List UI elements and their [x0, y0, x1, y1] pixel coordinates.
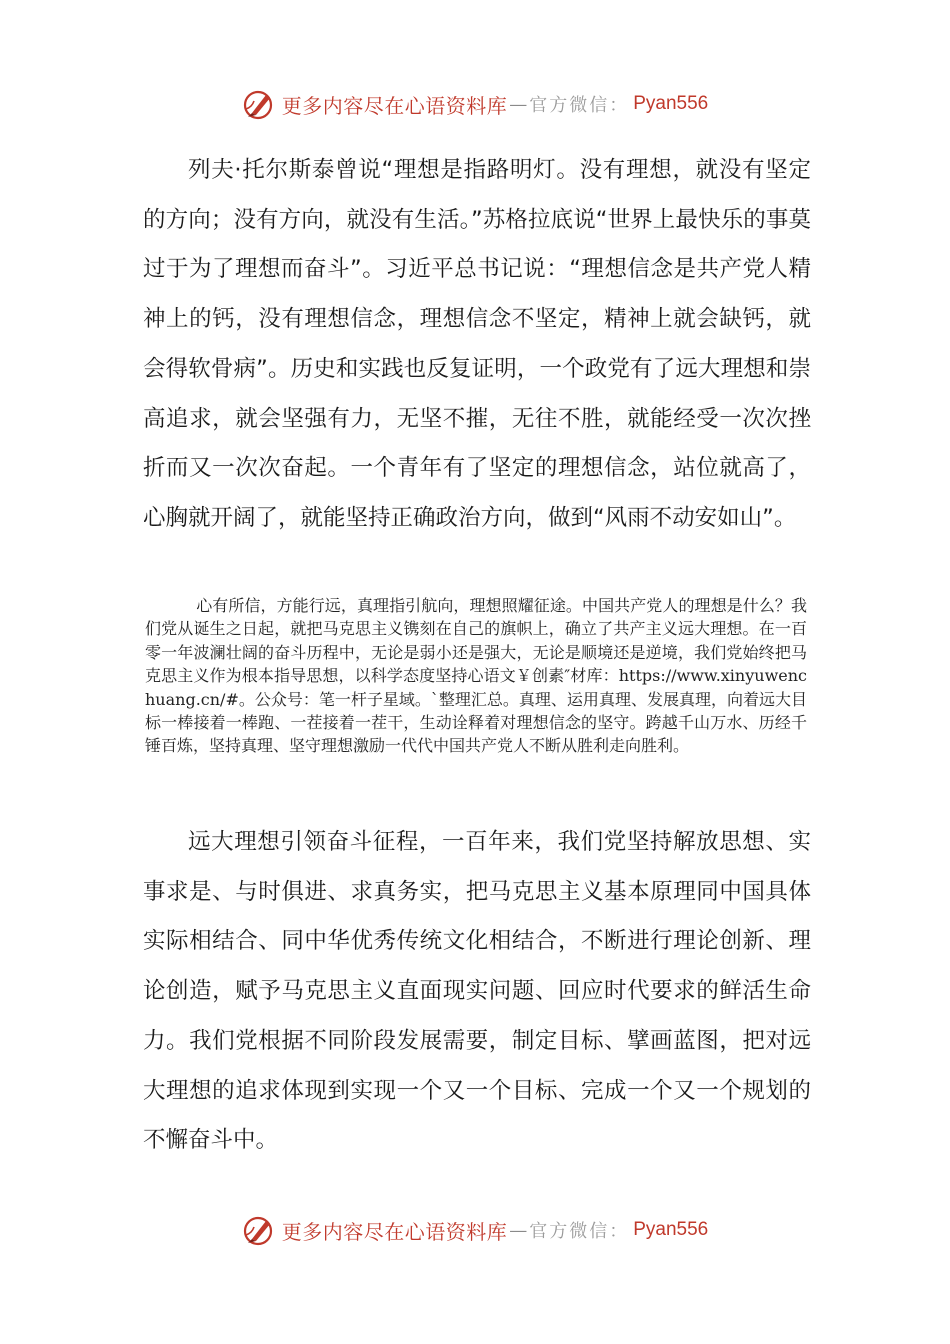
footer-separator: —: [509, 1219, 528, 1241]
footer-title: 更多内容尽在心语资料库: [281, 1219, 508, 1244]
footer-banner: [0, 1210, 950, 1250]
header-title: 更多内容尽在心语资料库: [281, 93, 508, 118]
header-separator: —: [509, 93, 528, 115]
pen-nib-logo-icon: [242, 1213, 276, 1247]
paragraph-2: 心有所信，方能行远，真理指引航向，理想照耀征途。中国共产党人的理想是什么？我们党从诞生之日起，就把马克思主义镌刻在自己的旗帜上，确立了共产主义远大理想。在一百零一年波澜壮阔的奋斗历程中，无论是弱小还是强大，无论是顺境还是逆境，我们党始终把马克思主义作为根本指导思想，以科学态度坚持心语文￥创素″材库：https://www.xinyuwenchuang.cn/#。公众号：笔一杆子星域。`整理汇总。真理、运用真理、发展真理，向着远大目标一棒接着一棒跑、一茬接着一茬干，生动诠释着对理想信念的坚守。跨越千山万水、历经千锤百炼，坚持真理、坚守理想激励一代代中国共产党人不断从胜利走向胜利。: [145, 596, 807, 756]
paragraph-3: 远大理想引领奋斗征程，一百年来，我们党坚持解放思想、实事求是、与时俱进、求真务实，把马克思主义基本原理同中国具体实际相结合、同中华优秀传统文化相结合，不断进行理论创新、理论创造，赋予马克思主义直面现实问题、回应时代要求的鲜活生命力。我们党根据不同阶段发展需要，制定目标、擘画蓝图，把对远大理想的追求体现到实现一个又一个目标、完成一个又一个规划的不懈奋斗中。: [143, 829, 811, 1154]
header-banner: [0, 84, 950, 124]
header-wechat-id: Pyan556: [633, 93, 709, 114]
header-wechat-label: 官方微信：: [529, 95, 630, 116]
footer-wechat-label: 官方微信：: [529, 1221, 630, 1242]
footer-wechat-id: Pyan556: [633, 1219, 709, 1240]
pen-nib-logo-icon: [242, 87, 276, 121]
paragraph-1: 列夫·托尔斯泰曾说“理想是指路明灯。没有理想，就没有坚定的方向；没有方向，就没有生活。”苏格拉底说“世界上最快乐的事莫过于为了理想而奋斗”。习近平总书记说：“理想信念是共产党人精神上的钙，没有理想信念，理想信念不坚定，精神上就会缺钙，就会得软骨病”。历史和实践也反复证明，一个政党有了远大理想和崇高追求，就会坚强有力，无坚不摧，无往不胜，就能经受一次次挫折而又一次次奋起。一个青年有了坚定的理想信念，站位就高了，心胸就开阔了，就能坚持正确政治方向，做到“风雨不动安如山”。: [143, 157, 811, 531]
